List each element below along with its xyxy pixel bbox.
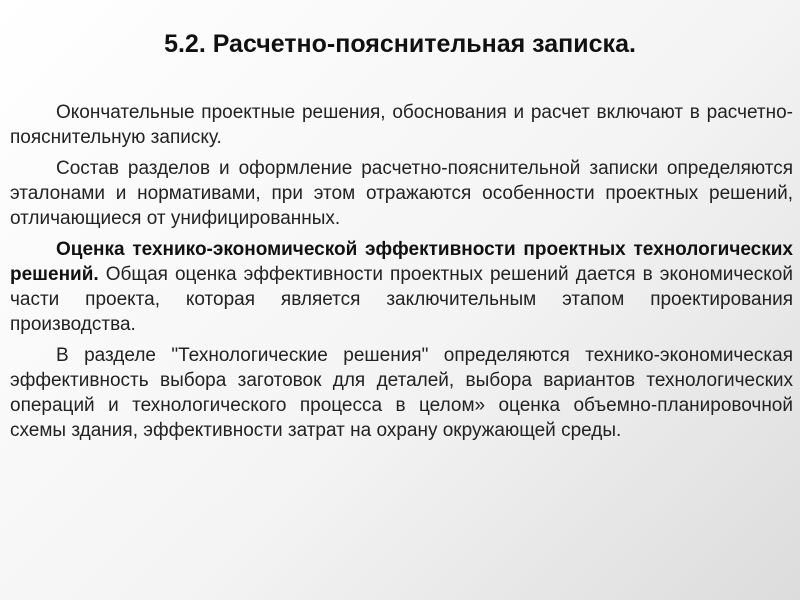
paragraph-text: Состав разделов и оформление расчетно-пояснительной записки определяются эталонами и нормативами, при этом отражаются особенности проектных решений, отличающиеся от унифицированных. [10, 158, 793, 229]
paragraph-text: Общая оценка эффективности проектных решений дается в экономической части проекта, которая является заключительным этапом проектирования производства. [10, 264, 793, 335]
paragraph-final-decisions [10, 100, 793, 150]
slide-title: 5.2. Расчетно-пояснительная записка. [164, 30, 636, 58]
paragraph-text: В разделе "Технологические решения" определяются технико-экономическая эффективность выбора заготовок для деталей, выбора вариантов технологических операций и технологического процесса в целом» оценка объемно-планировочной схемы здания, эффективности затрат на охрану окружающей среды. [10, 345, 793, 441]
paragraph-sections-composition [10, 156, 793, 231]
paragraph-efficiency-assessment [10, 237, 793, 337]
paragraph-text: Окончательные проектные решения, обоснования и расчет включают в расчетно-пояснительную записку. [10, 102, 793, 148]
slide-body [10, 100, 793, 449]
paragraph-technological-decisions [10, 343, 793, 443]
paragraph-bold-heading: Оценка технико-экономической эффективности проектных технологических решений. [10, 239, 793, 285]
